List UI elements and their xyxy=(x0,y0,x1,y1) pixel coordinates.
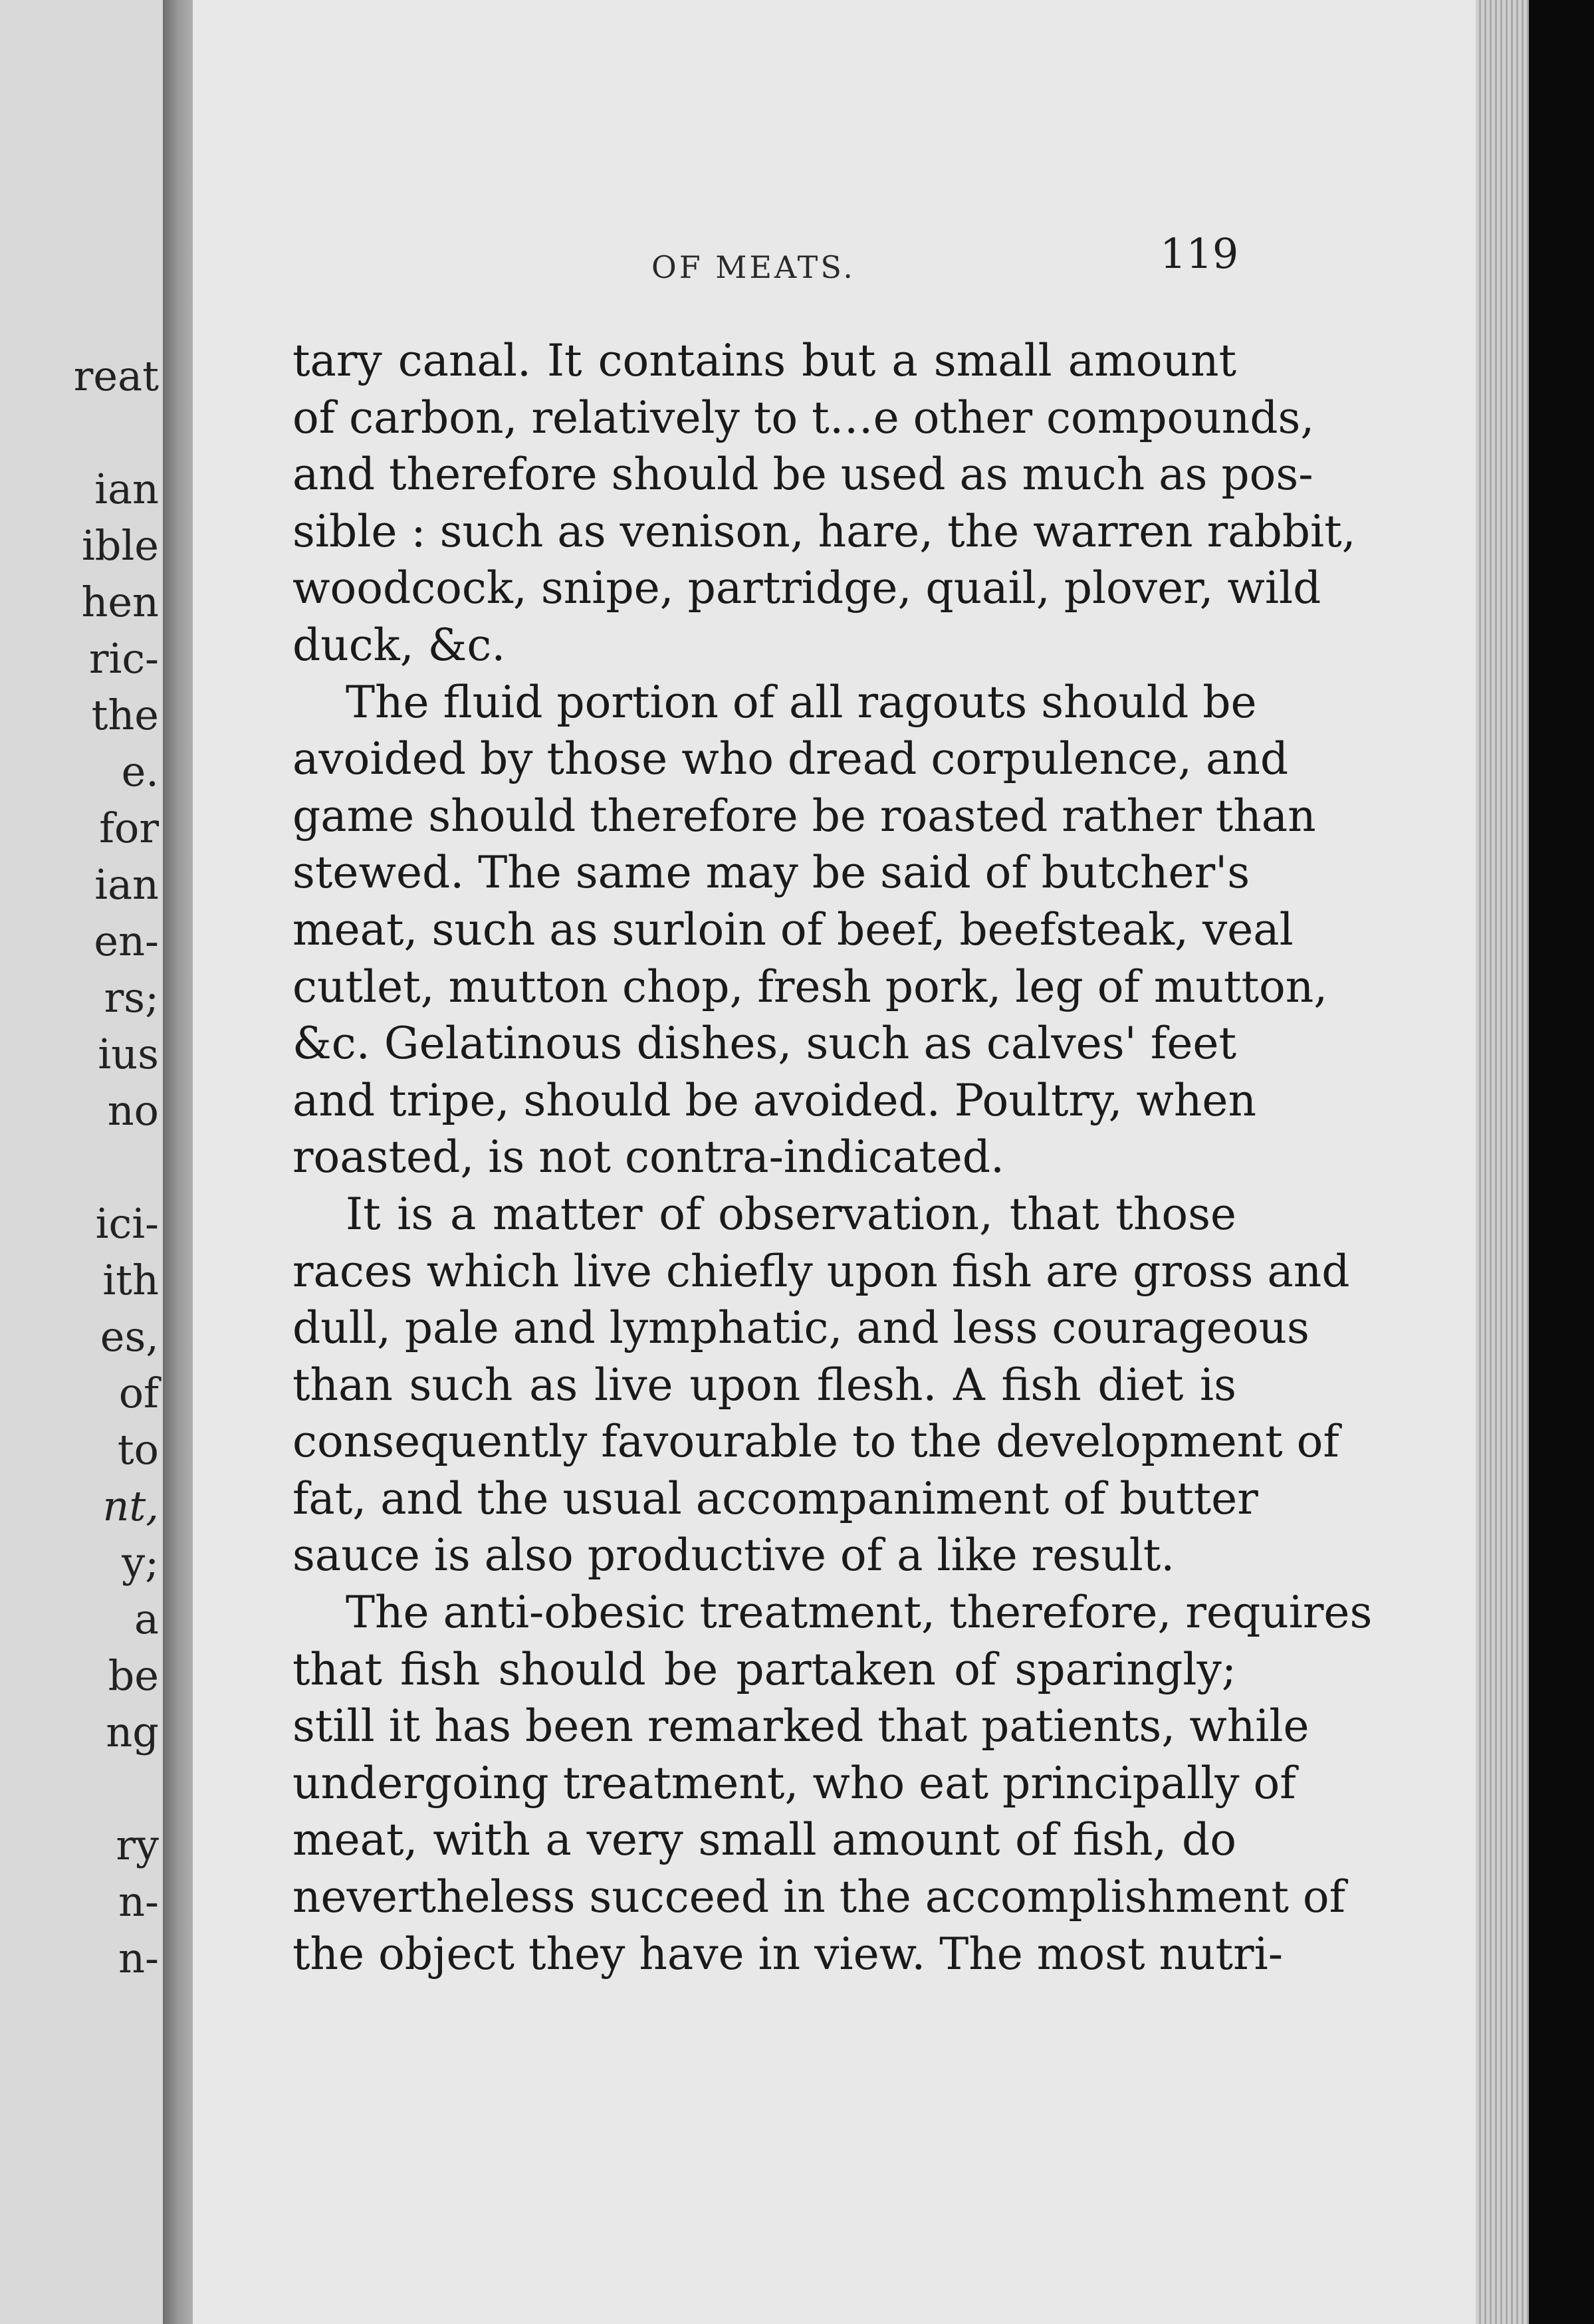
left-fragment: e. xyxy=(121,747,159,796)
left-fragment: of xyxy=(118,1369,159,1417)
left-fragment: a xyxy=(134,1595,159,1643)
text-line: &c. Gelatinous dishes, such as calves' feet xyxy=(292,1018,1236,1070)
left-fragment: y; xyxy=(122,1538,159,1587)
text-line: meat, such as surloin of beef, beefsteak, veal xyxy=(292,903,1294,955)
text-line: still it has been remarked that patients, while xyxy=(292,1700,1309,1752)
text-line: roasted, is not contra-indicated. xyxy=(292,1131,1005,1183)
text-line: dull, pale and lymphatic, and less courageous xyxy=(292,1302,1309,1354)
text-line: meat, with a very small amount of fish, do xyxy=(292,1814,1236,1866)
running-head: OF MEATS. xyxy=(651,249,855,285)
left-fragment: ian xyxy=(94,465,159,513)
text-line: The fluid portion of all ragouts should be xyxy=(346,676,1257,728)
text-line: It is a matter of observation, that those xyxy=(346,1188,1236,1240)
page-edges xyxy=(1476,0,1529,2324)
left-fragment: for xyxy=(99,804,159,852)
text-line: The anti-obesic treatment, therefore, requires xyxy=(346,1587,1373,1639)
left-fragment: the xyxy=(91,691,159,739)
text-line: fat, and the usual accompaniment of butter xyxy=(292,1472,1258,1524)
text-line: sible : such as venison, hare, the warren rabbit, xyxy=(292,505,1356,557)
background-edge xyxy=(1529,0,1594,2324)
left-fragment: ng xyxy=(106,1708,159,1756)
text-line: cutlet, mutton chop, fresh pork, leg of mutton, xyxy=(292,961,1328,1012)
left-facing-page xyxy=(0,0,163,2324)
left-fragment: ry xyxy=(116,1821,159,1869)
left-fragment: rs; xyxy=(104,973,159,1022)
left-fragment: hen xyxy=(81,578,159,626)
text-line: undergoing treatment, who eat principally of xyxy=(292,1757,1296,1809)
left-fragment: n- xyxy=(118,1877,159,1926)
text-line: consequently favourable to the development of xyxy=(292,1416,1339,1468)
left-fragment: en- xyxy=(94,917,159,965)
page-number: 119 xyxy=(1160,229,1239,278)
left-fragment: ith xyxy=(102,1256,159,1304)
left-fragment: to xyxy=(117,1425,159,1474)
text-line: of carbon, relatively to t…e other compounds, xyxy=(292,392,1315,443)
left-fragment: ius xyxy=(98,1030,159,1078)
left-fragment: be xyxy=(108,1651,159,1700)
body-text xyxy=(292,332,1373,1982)
left-fragment: reat xyxy=(73,352,159,400)
left-fragment: n- xyxy=(118,1934,159,1982)
text-line: game should therefore be roasted rather than xyxy=(292,790,1316,842)
left-fragment: ici- xyxy=(95,1199,159,1248)
text-line: the object they have in view. The most nutri- xyxy=(292,1928,1283,1980)
text-line: nevertheless succeed in the accomplishment of xyxy=(292,1871,1345,1923)
left-fragment: ian xyxy=(94,860,159,909)
left-fragment: nt, xyxy=(102,1482,159,1530)
text-line: stewed. The same may be said of butcher's xyxy=(292,847,1250,899)
text-line: and tripe, should be avoided. Poultry, when xyxy=(292,1074,1256,1126)
text-line: than such as live upon flesh. A fish diet is xyxy=(292,1359,1236,1411)
text-line: tary canal. It contains but a small amount xyxy=(292,335,1236,386)
left-fragment: no xyxy=(107,1086,159,1135)
left-fragment: ible xyxy=(81,521,159,570)
text-line: races which live chiefly upon fish are gross and xyxy=(292,1245,1350,1297)
text-line: sauce is also productive of a like result. xyxy=(292,1530,1175,1581)
text-line: woodcock, snipe, partridge, quail, plover, wild xyxy=(292,562,1321,614)
text-line: duck, &c. xyxy=(292,619,506,671)
text-line: avoided by those who dread corpulence, and xyxy=(292,733,1289,785)
text-line: that fish should be partaken of sparingly; xyxy=(292,1643,1236,1695)
left-fragment: ric- xyxy=(88,634,159,683)
left-fragment: es, xyxy=(100,1312,159,1361)
text-line: and therefore should be used as much as pos- xyxy=(292,449,1313,501)
